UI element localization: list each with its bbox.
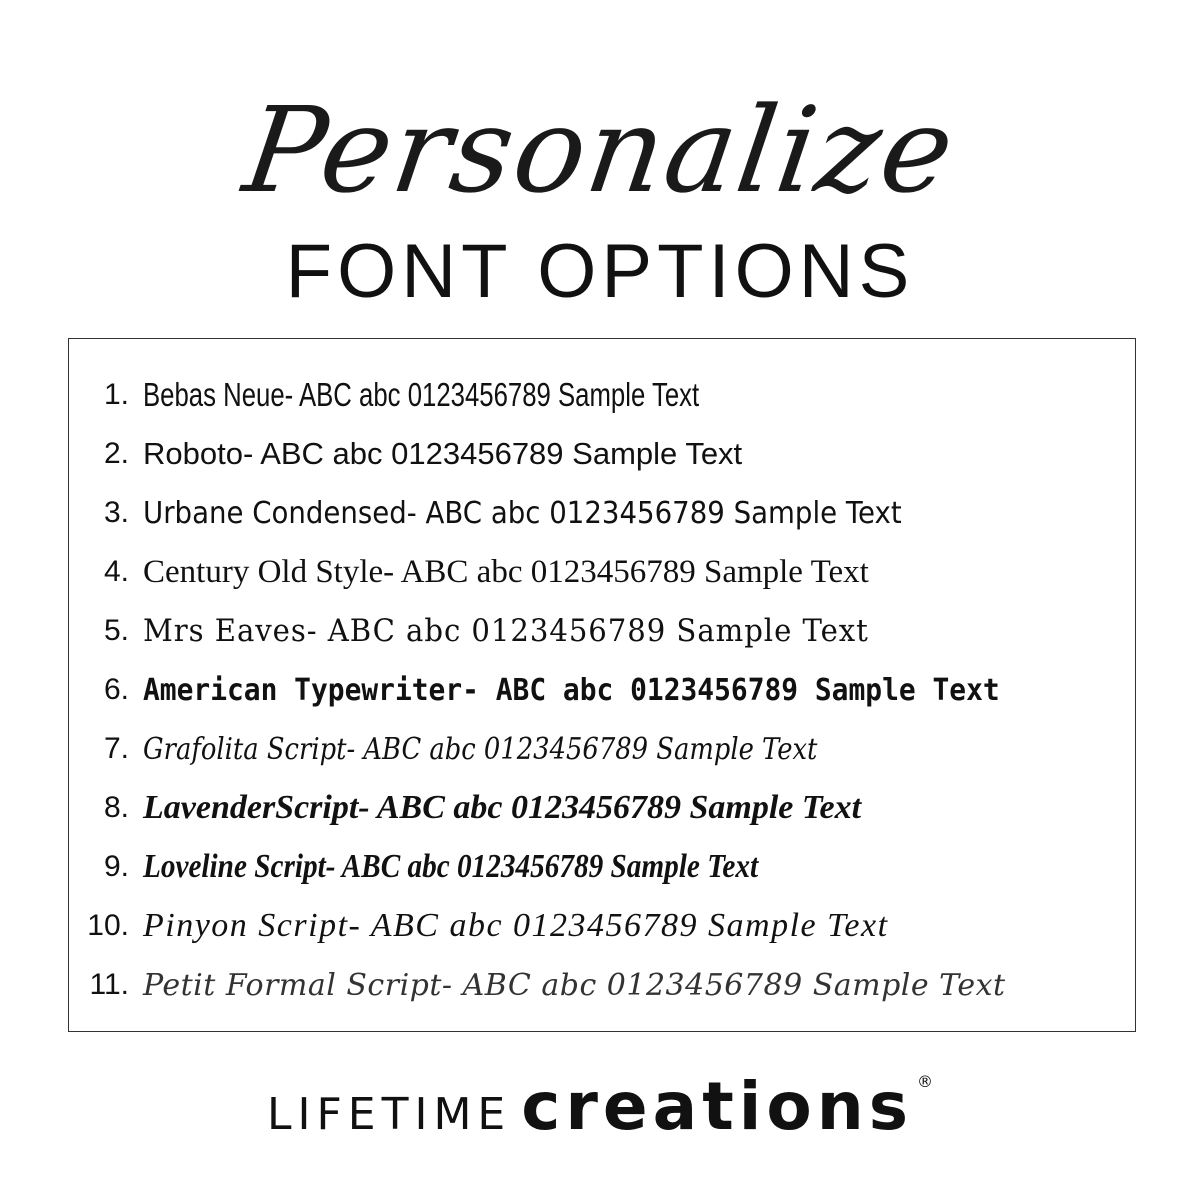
option-number: 5. <box>103 614 129 647</box>
font-option-8 <box>69 780 861 836</box>
brand-name-light: LIFETIME <box>267 1089 512 1140</box>
option-number: 4. <box>103 555 129 588</box>
font-option-9 <box>69 839 858 895</box>
font-options-box <box>68 338 1136 1032</box>
option-sample: Roboto- ABC abc 0123456789 Sample Text <box>143 436 743 471</box>
font-option-10 <box>69 898 889 954</box>
option-number: 10. <box>87 909 129 942</box>
page-title: FONT OPTIONS <box>285 229 915 314</box>
option-sample: LavenderScript- ABC abc 0123456789 Sample Text <box>143 789 862 826</box>
font-option-4 <box>69 544 869 600</box>
option-sample: Century Old Style- ABC abc 0123456789 Sample Text <box>143 553 869 590</box>
font-option-11 <box>69 957 1006 1013</box>
font-option-5 <box>69 603 915 659</box>
brand-logo <box>0 1068 1200 1145</box>
option-number: 1. <box>103 378 129 411</box>
option-number: 3. <box>103 496 129 529</box>
option-sample: Grafolita Script- ABC abc 0123456789 Sample Text <box>143 731 818 767</box>
option-number: 7. <box>103 732 129 765</box>
script-title: Personalize <box>236 81 964 219</box>
option-number: 6. <box>103 673 129 706</box>
registered-mark: ® <box>916 1072 933 1091</box>
font-option-6 <box>69 662 1064 718</box>
option-sample: American Typewriter- ABC abc 0123456789 Sample Text <box>143 672 1000 708</box>
option-sample: Mrs Eaves- ABC abc 0123456789 Sample Text <box>143 613 869 649</box>
font-option-7 <box>69 721 927 777</box>
option-sample: Loveline Script- ABC abc 0123456789 Sample Text <box>143 848 759 885</box>
option-sample: Pinyon Script- ABC abc 0123456789 Sample Text <box>143 907 889 944</box>
option-sample: Bebas Neue- ABC abc 0123456789 Sample Text <box>143 376 700 413</box>
option-number: 9. <box>103 850 129 883</box>
option-sample: Urbane Condensed- ABC abc 0123456789 Sample Text <box>143 495 902 531</box>
option-number: 8. <box>103 791 129 824</box>
option-number: 11. <box>89 968 129 1001</box>
option-sample: Petit Formal Script- ABC abc 0123456789 Sample Text <box>143 967 1006 1003</box>
font-option-2 <box>69 426 742 482</box>
font-option-3 <box>69 485 968 541</box>
brand-name-bold: creations <box>521 1068 913 1145</box>
option-number: 2. <box>103 437 129 470</box>
font-option-1 <box>69 367 856 423</box>
